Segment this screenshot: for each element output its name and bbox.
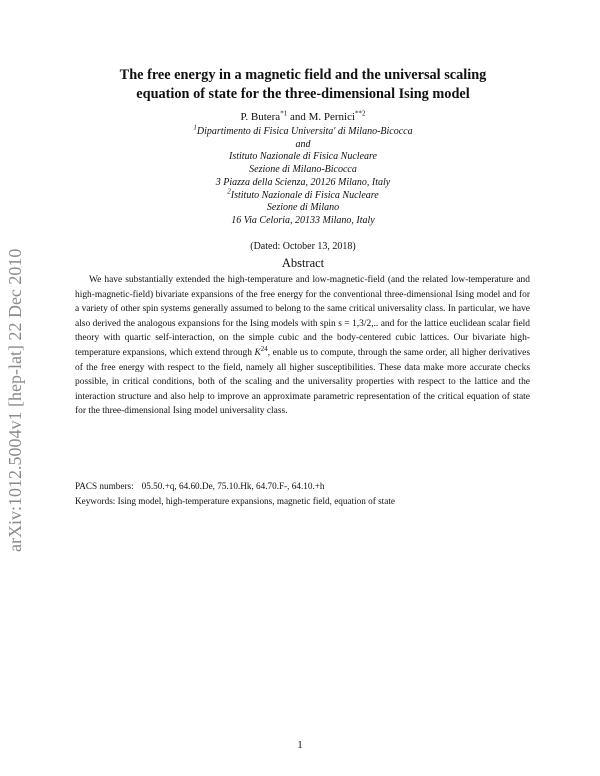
affiliation-line: $^2$Istituto Nazionale di Fisica Nucleare bbox=[227, 187, 379, 201]
author-list bbox=[60, 110, 546, 124]
affiliation-line: Istituto Nazionale di Fisica Nucleare bbox=[229, 151, 377, 163]
paper-title bbox=[70, 66, 536, 104]
affiliation-marker-1: 1 bbox=[193, 123, 197, 132]
abstract-body bbox=[75, 273, 530, 419]
abstract-paragraph: We have substantially extended the high-temperature and low-magnetic-field (and the related low-temperature and high-magnetic-field) bivariate expansions of the free energy for the conventional three-dimensional Ising model and for a variety of other spin systems generally assumed to belong to the same critical universality class. In particular, we have also derived the analogous expansions for the Ising models with spin s = 1,3/2,.. and for the lattice euclidean scalar field theory with quartic self-interaction, on the simple cubic and the body-centered cubic lattices. Our bivariate high-temperature expansions, which extend through $K^{24}$, enable us to compute, through the same order, all higher derivatives of the free energy with respect to the field, namely all higher susceptibilities. These data make more accurate checks possible, in critical conditions, both of the scaling and the universality properties with respect to the lattice and the interaction structure and also help to improve an approximate parametric representation of the critical equation of state for the three-dimensional Ising model universality class. bbox=[75, 275, 530, 417]
k-exponent: 24 bbox=[260, 344, 268, 353]
affiliation-marker-2: 2 bbox=[227, 187, 231, 196]
affiliation-line: Sezione di Milano bbox=[266, 202, 340, 214]
author-2-marker: **2 bbox=[355, 109, 366, 118]
affiliation-line: 16 Via Celoria, 20133 Milano, Italy bbox=[231, 214, 375, 226]
affiliation-line: $^1$Dipartimento di Fisica Universita' di Milano-Bicocca bbox=[193, 123, 413, 137]
author-conjunction: and bbox=[289, 111, 306, 123]
abstract-heading: Abstract bbox=[281, 256, 325, 270]
date-line: (Dated: October 13, 2018) bbox=[250, 241, 356, 252]
author-1-marker: *1 bbox=[280, 109, 288, 118]
affiliation-line: 3 Piazza della Scienza, 20126 Milano, Italy bbox=[215, 176, 391, 188]
keywords-line: Keywords: Ising model, high-temperature expansions, magnetic field, equation of state bbox=[75, 496, 395, 506]
title-line-2: equation of state for the three-dimensional Ising model bbox=[136, 86, 470, 102]
affiliation-block bbox=[60, 123, 546, 228]
affiliation-line: and bbox=[295, 138, 311, 150]
pacs-values: 05.50.+q, 64.60.De, 75.10.Hk, 64.70.F-, 64.10.+h bbox=[141, 481, 325, 491]
affiliation-line: Sezione di Milano-Bicocca bbox=[249, 164, 357, 176]
author-1: P. Butera bbox=[240, 111, 281, 123]
k-symbol: K bbox=[254, 347, 261, 358]
pacs-line bbox=[75, 480, 530, 493]
arxiv-identifier: arXiv:1012.5004v1 [hep-lat] 22 Dec 2010 bbox=[5, 248, 25, 552]
title-line-1: The free energy in a magnetic field and the universal scaling bbox=[119, 67, 487, 83]
pacs-label: PACS numbers: bbox=[75, 481, 134, 491]
author-2: M. Pernici bbox=[308, 111, 356, 123]
page-number: 1 bbox=[297, 739, 303, 751]
